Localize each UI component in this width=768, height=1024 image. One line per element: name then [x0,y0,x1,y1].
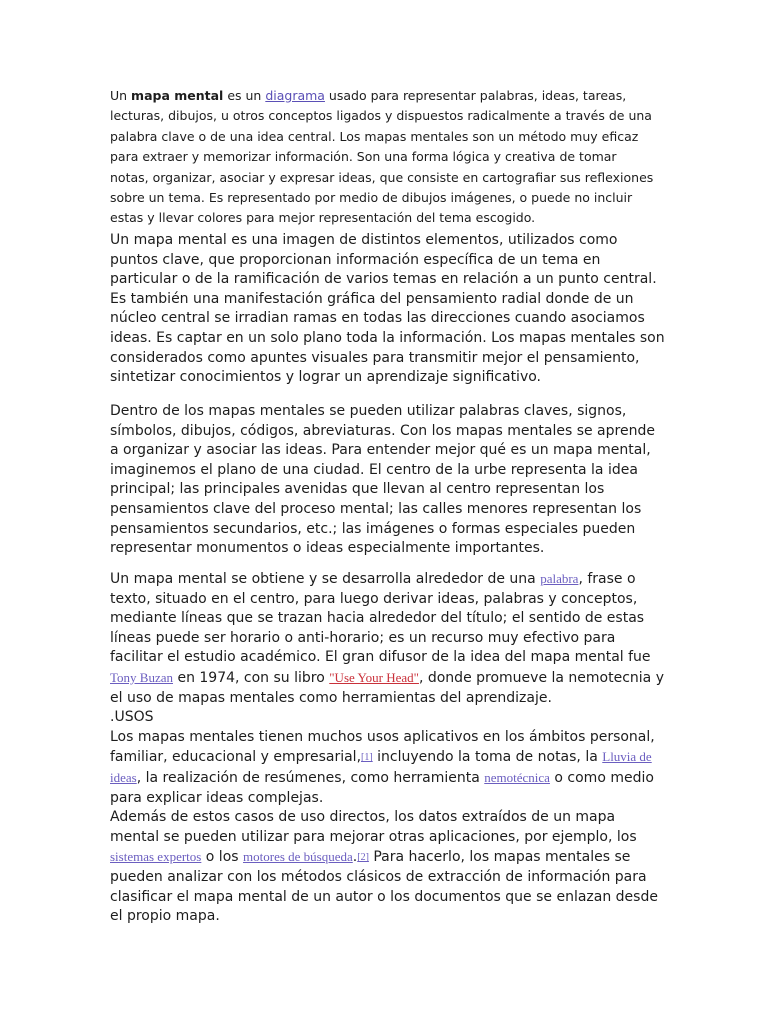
reference-2-link[interactable]: [2] [357,852,369,864]
text-run: Además de estos casos de uso directos, los datos extraídos de un mapa mental se pueden utilizar para mejorar otras aplicaciones, por ejemplo, los [110,809,637,845]
text-run: Un [110,88,132,103]
paragraph-development-usos [110,569,666,927]
paragraph-definition [110,86,658,229]
text-run: , la realización de resúmenes, como herramienta [136,769,485,786]
text-run: o los [201,849,244,866]
text-run: , donde promueve la nemotecnia y el uso de mapas mentales como herramientas del aprendizaje. [110,669,664,706]
link-sistemas-expertos[interactable]: sistemas expertos [110,849,202,865]
link-motores-de-busqueda[interactable]: motores de búsqueda [243,849,353,865]
link-diagrama[interactable]: diagrama [265,88,325,103]
reference-1-link[interactable]: [1] [361,752,373,764]
text-run: , frase o texto, situado en el centro, para luego derivar ideas, palabras y conceptos, mediante líneas que se trazan hacia alrededor del título; el sentido de estas líneas puede ser horario o anti-horario; es un recurso muy efectivo para facilitar el estudio académico. El gran difusor de la idea del mapa mental fue [110,571,651,666]
text-run: incluyendo la toma de notas, la [372,749,603,766]
text-run: usado para representar palabras, ideas, tareas, lecturas, dibujos, u otros conceptos ligados y dispuestos radicalmente a través de una palabra clave o de una idea central. Los mapas mentales son un método muy eficaz para extraer y memorizar información. Son una forma lógica y creativa de tomar notas, organizar, asociar y expresar ideas, que consiste en cartografiar sus reflexiones sobre un tema. Es representado por medio de dibujos imágenes, o puede no incluir estas y llevar colores para mejor representación del tema escogido. [110,88,654,226]
text-run: . [352,849,358,866]
text-run: es un [223,88,266,103]
paragraph-city-analogy: Dentro de los mapas mentales se pueden utilizar palabras claves, signos, símbolos, dibujos, códigos, abreviaturas. Con los mapas mentales se aprende a organizar y asociar las ideas. Para entender mejor qué es un mapa mental, imaginemos el plano de una ciudad. El centro de la urbe representa la idea principal; las principales avenidas que llevan al centro representan los pensamientos clave del proceso mental; las calles menores representan los pensamientos secundarios, etc.; las imágenes o formas especiales pueden representar monumentos o ideas especialmente importantes. [110,403,655,557]
link-nemotecnica[interactable]: nemotécnica [484,769,550,785]
link-lluvia-de-ideas[interactable]: Lluvia de ideas [110,749,652,785]
text-run: o como medio para explicar ideas complejas. [110,769,654,806]
bold-term: mapa mental [131,88,224,103]
text-run: Para hacerlo, los mapas mentales se pueden analizar con los métodos clásicos de extracción de información para clasificar el mapa mental de un autor o los documentos que se enlazan desde el propio mapa. [110,849,658,925]
text-run: en 1974, con su libro [173,669,330,686]
link-tony-buzan[interactable]: Tony Buzan [110,669,173,685]
text-run: Los mapas mentales tienen muchos usos aplicativos en los ámbitos personal, familiar, educacional y empresarial, [110,728,655,766]
link-palabra[interactable]: palabra [540,571,579,586]
paragraph-image-elements: Un mapa mental es una imagen de distintos elementos, utilizados como puntos clave, que proporcionan información específica de un tema en particular o de la ramificación de varios temas en relación a un punto central. Es también una manifestación gráfica del pensamiento radial donde de un núcleo central se irradian ramas en todas las direcciones cuando asociamos ideas. Es captar en un solo plano toda la información. Los mapas mentales son considerados como apuntes visuales para transmitir mejor el pensamiento, sintetizar conocimientos y lograr un aprendizaje significativo. [110,232,665,386]
link-use-your-head[interactable]: "Use Your Head" [329,669,419,685]
usos-heading: .USOS [110,709,154,726]
text-run: Un mapa mental se obtiene y se desarrolla alrededor de una [110,571,541,587]
